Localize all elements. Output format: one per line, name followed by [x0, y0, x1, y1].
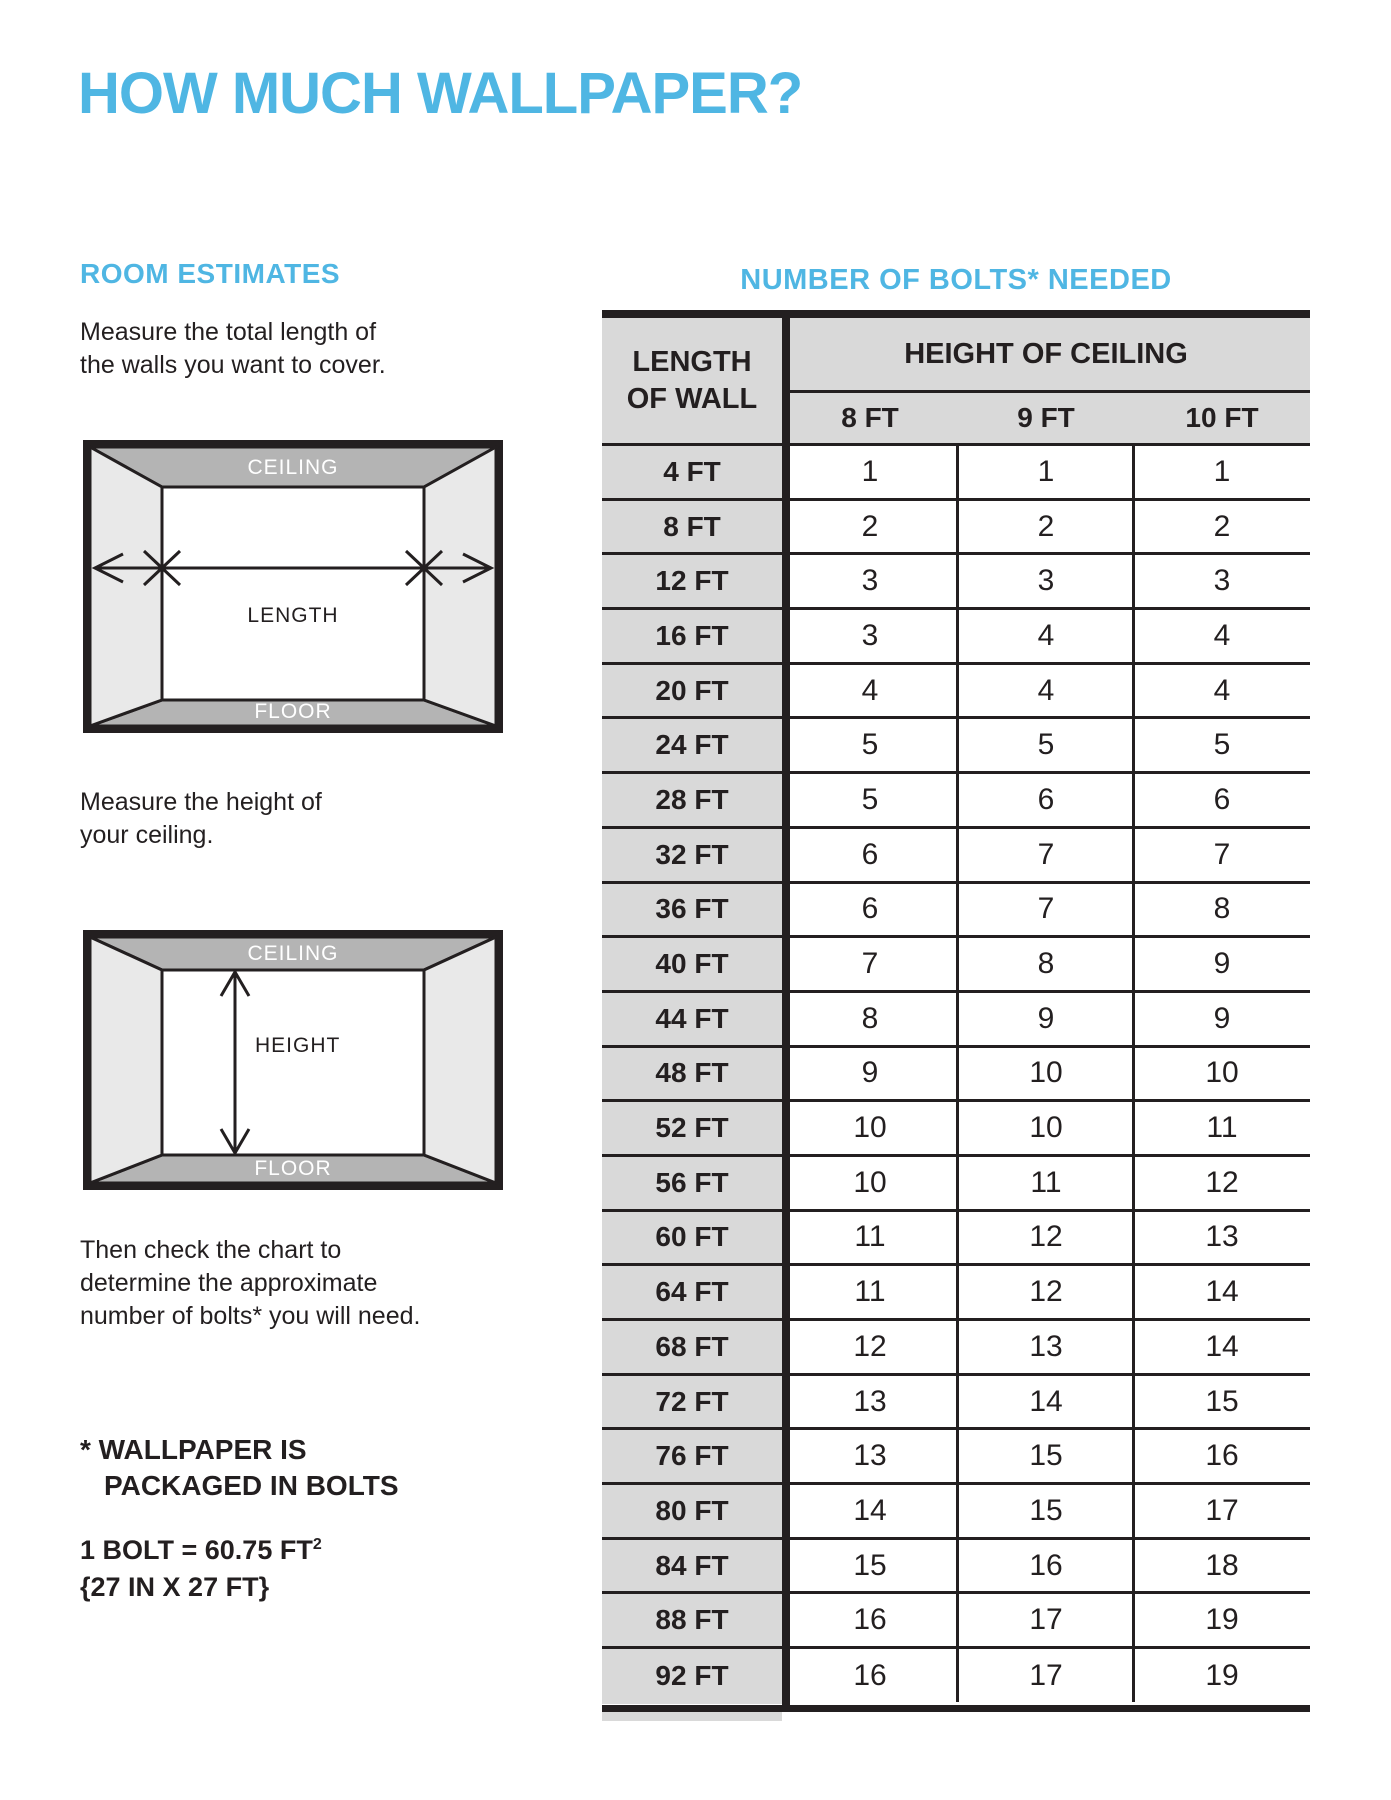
value-cell: 11 — [958, 1157, 1134, 1209]
row-label-cell: 40 FT — [602, 938, 782, 990]
value-cell: 7 — [782, 938, 958, 990]
value-cell: 4 — [958, 610, 1134, 662]
value-cell: 13 — [1134, 1212, 1310, 1264]
row-label-cell: 52 FT — [602, 1102, 782, 1154]
row-label-cell: 60 FT — [602, 1212, 782, 1264]
row-label-cell: 28 FT — [602, 774, 782, 826]
table-bottom-strip — [602, 1712, 782, 1721]
row-label-cell: 76 FT — [602, 1430, 782, 1482]
paragraph-line: the walls you want to cover. — [80, 351, 386, 379]
header-line: LENGTH — [632, 345, 752, 378]
floor-label: FLOOR — [254, 700, 332, 723]
row-label-cell: 4 FT — [602, 446, 782, 498]
footnote-line: PACKAGED IN BOLTS — [104, 1470, 399, 1501]
value-cell: 16 — [782, 1594, 958, 1646]
room-height-diagram — [83, 930, 503, 1190]
value-cell: 13 — [782, 1376, 958, 1428]
paragraph-check-chart — [80, 1234, 420, 1333]
row-label-cell: 68 FT — [602, 1321, 782, 1373]
value-cell: 6 — [782, 829, 958, 881]
value-cell: 16 — [782, 1649, 958, 1704]
page-title: HOW MUCH WALLPAPER? — [78, 61, 803, 126]
column-header: 10 FT — [1185, 402, 1259, 433]
paragraph-line: Measure the total length of — [80, 318, 377, 346]
row-label-cell: 20 FT — [602, 665, 782, 717]
right-wall-surface — [424, 937, 496, 1183]
value-cell: 10 — [958, 1048, 1134, 1100]
row-label-cell: 44 FT — [602, 993, 782, 1045]
value-cell: 17 — [1134, 1485, 1310, 1537]
value-cell: 6 — [1134, 774, 1310, 826]
table-column-line — [956, 446, 959, 1702]
value-cell: 9 — [1134, 993, 1310, 1045]
value-cell: 8 — [1134, 884, 1310, 936]
ceiling-label: CEILING — [247, 456, 339, 479]
height-dimension-label: HEIGHT — [255, 1034, 341, 1057]
value-cell: 19 — [1134, 1594, 1310, 1646]
value-cell: 6 — [782, 884, 958, 936]
bolts-table-heading: NUMBER OF BOLTS* NEEDED — [740, 264, 1172, 296]
value-cell: 13 — [782, 1430, 958, 1482]
left-wall-surface — [90, 937, 162, 1183]
value-cell: 17 — [958, 1649, 1134, 1704]
length-of-wall-header — [602, 318, 782, 446]
row-label-cell: 80 FT — [602, 1485, 782, 1537]
column-header: 8 FT — [841, 402, 899, 433]
bolt-equation-line — [80, 1526, 322, 1569]
back-wall-surface — [162, 970, 424, 1155]
table-top-border — [602, 310, 1310, 318]
bolt-equation-main: 1 BOLT = 60.75 FT — [80, 1535, 313, 1565]
value-cell: 4 — [1134, 610, 1310, 662]
paragraph-line: determine the approximate — [80, 1269, 378, 1297]
paragraph-measure-height — [80, 786, 322, 852]
value-cell: 4 — [782, 665, 958, 717]
room-length-diagram-svg — [83, 440, 503, 733]
right-wall-surface — [424, 447, 496, 726]
value-cell: 11 — [782, 1212, 958, 1264]
value-cell: 14 — [1134, 1266, 1310, 1318]
bolt-dimensions-line: {27 IN X 27 FT} — [80, 1572, 270, 1602]
row-label-cell: 64 FT — [602, 1266, 782, 1318]
value-cell: 15 — [958, 1485, 1134, 1537]
row-label-cell: 88 FT — [602, 1594, 782, 1646]
floor-label: FLOOR — [254, 1157, 332, 1180]
length-dimension-label: LENGTH — [247, 604, 339, 627]
ceiling-label: CEILING — [247, 942, 339, 965]
value-cell: 1 — [782, 446, 958, 498]
room-length-diagram — [83, 440, 503, 733]
section-heading-room-estimates: ROOM ESTIMATES — [80, 258, 341, 289]
value-cell: 14 — [782, 1485, 958, 1537]
value-cell: 10 — [782, 1157, 958, 1209]
value-cell: 10 — [1134, 1048, 1310, 1100]
value-cell: 3 — [958, 555, 1134, 607]
room-height-diagram-svg — [83, 930, 503, 1190]
row-label-cell: 48 FT — [602, 1048, 782, 1100]
bolts-table — [602, 310, 1310, 1722]
row-label-cell: 8 FT — [602, 501, 782, 553]
value-cell: 12 — [1134, 1157, 1310, 1209]
row-label-cell: 32 FT — [602, 829, 782, 881]
paragraph-line: Then check the chart to — [80, 1236, 342, 1264]
value-cell: 3 — [1134, 555, 1310, 607]
value-cell: 4 — [958, 665, 1134, 717]
value-cell: 13 — [958, 1321, 1134, 1373]
row-label-cell: 36 FT — [602, 884, 782, 936]
value-cell: 9 — [782, 1048, 958, 1100]
header-line: OF WALL — [626, 382, 758, 415]
value-cell: 16 — [958, 1540, 1134, 1592]
value-cell: 11 — [782, 1266, 958, 1318]
table-vertical-divider — [782, 318, 790, 1705]
value-cell: 15 — [1134, 1376, 1310, 1428]
value-cell: 9 — [958, 993, 1134, 1045]
value-cell: 10 — [958, 1102, 1134, 1154]
value-cell: 7 — [958, 829, 1134, 881]
value-cell: 5 — [958, 719, 1134, 771]
left-wall-surface — [90, 447, 162, 726]
footnote-line: * WALLPAPER IS — [80, 1434, 307, 1465]
value-cell: 3 — [782, 610, 958, 662]
value-cell: 7 — [958, 884, 1134, 936]
value-cell: 2 — [958, 501, 1134, 553]
value-cell: 5 — [782, 774, 958, 826]
value-cell: 12 — [958, 1266, 1134, 1318]
value-cell: 12 — [782, 1321, 958, 1373]
row-label-cell: 16 FT — [602, 610, 782, 662]
wallpaper-bolts-footnote — [80, 1432, 399, 1504]
paragraph-line: Measure the height of — [80, 788, 322, 816]
value-cell: 17 — [958, 1594, 1134, 1646]
value-cell: 6 — [958, 774, 1134, 826]
paragraph-measure-length — [80, 316, 386, 382]
value-cell: 5 — [782, 719, 958, 771]
value-cell: 15 — [782, 1540, 958, 1592]
value-cell: 5 — [1134, 719, 1310, 771]
value-cell: 15 — [958, 1430, 1134, 1482]
value-cell: 3 — [782, 555, 958, 607]
back-wall-surface — [162, 487, 424, 700]
paragraph-line: your ceiling. — [80, 821, 214, 849]
row-label-cell: 56 FT — [602, 1157, 782, 1209]
column-headers-row — [782, 393, 1310, 446]
value-cell: 14 — [958, 1376, 1134, 1428]
row-label-cell: 72 FT — [602, 1376, 782, 1428]
row-label-cell: 92 FT — [602, 1649, 782, 1704]
row-label-cell: 84 FT — [602, 1540, 782, 1592]
value-cell: 8 — [782, 993, 958, 1045]
value-cell: 1 — [1134, 446, 1310, 498]
value-cell: 2 — [1134, 501, 1310, 553]
value-cell: 11 — [1134, 1102, 1310, 1154]
value-cell: 19 — [1134, 1649, 1310, 1704]
value-cell: 8 — [958, 938, 1134, 990]
row-label-cell: 24 FT — [602, 719, 782, 771]
value-cell: 16 — [1134, 1430, 1310, 1482]
value-cell: 4 — [1134, 665, 1310, 717]
row-label-cell: 12 FT — [602, 555, 782, 607]
value-cell: 12 — [958, 1212, 1134, 1264]
table-bottom-border — [602, 1705, 1310, 1712]
paragraph-line: number of bolts* you will need. — [80, 1302, 421, 1330]
bolt-equation — [80, 1526, 322, 1606]
bolt-equation-superscript: 2 — [312, 1536, 322, 1553]
table-column-line — [1132, 446, 1135, 1702]
value-cell: 2 — [782, 501, 958, 553]
value-cell: 9 — [1134, 938, 1310, 990]
value-cell: 18 — [1134, 1540, 1310, 1592]
value-cell: 1 — [958, 446, 1134, 498]
column-header: 9 FT — [1017, 402, 1075, 433]
value-cell: 14 — [1134, 1321, 1310, 1373]
height-of-ceiling-header: HEIGHT OF CEILING — [782, 318, 1310, 393]
value-cell: 10 — [782, 1102, 958, 1154]
value-cell: 7 — [1134, 829, 1310, 881]
